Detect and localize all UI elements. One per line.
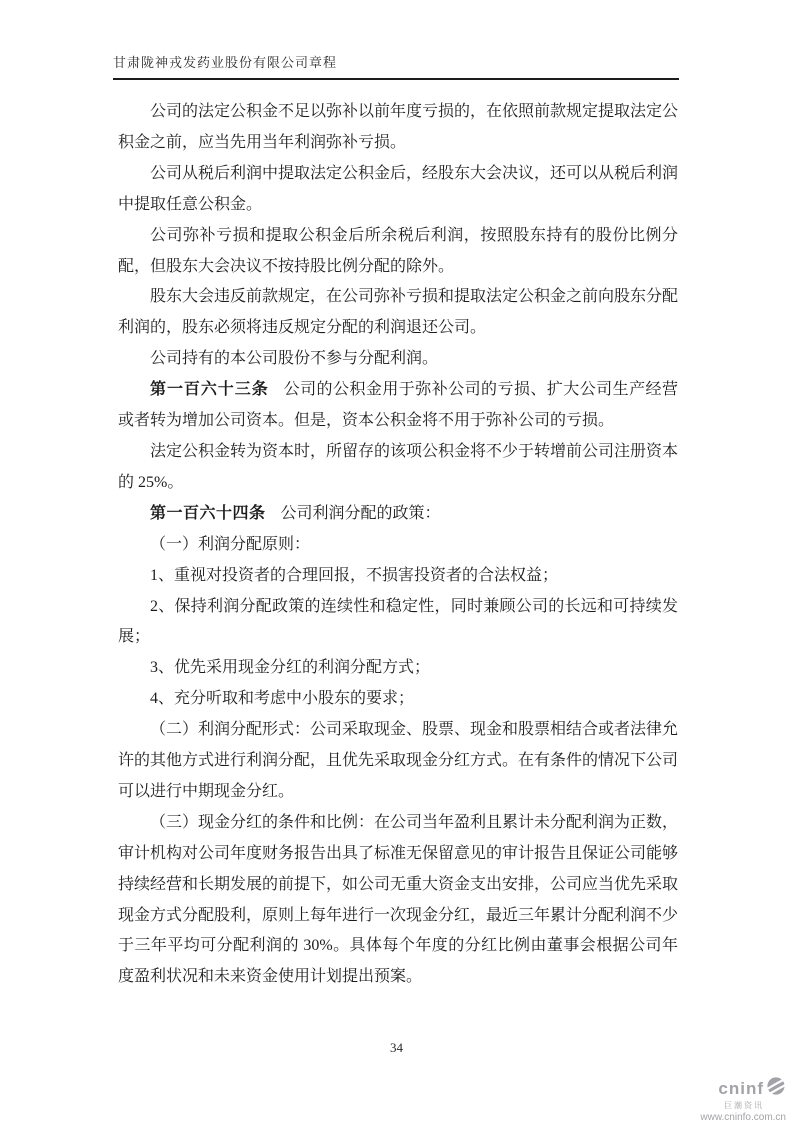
paragraph: 公司从税后利润中提取法定公积金后，经股东大会决议，还可以从税后利润中提取任意公积金。 [118,164,679,213]
paragraph: 公司的法定公积金不足以弥补以前年度亏损的，在依照前款规定提取法定公积金之前，应当先用当年利润弥补亏损。 [118,103,679,151]
document-title: 甘肃陇神戎发药业股份有限公司章程 [113,55,338,70]
paragraph: （三）现金分红的条件和比例：在公司当年盈利且累计未分配利润为正数，审计机构对公司年度财务报告出具了标准无保留意见的审计报告且保证公司能够持续经营和长期发展的前提下，如公司无重大资金支出安排，公司应当优先采取现金方式分配股利，原则上每年进行一次现金分红，最近三年累计分配利润不少于三年平均可分配利润的 30%。具体每个年度的分红比例由董事会根据公司年度盈利状况和未来资金使用计划提出预案。 [118,813,679,986]
paragraph: 3、优先采用现金分红的利润分配方式； [150,659,431,677]
paragraph: 4、充分听取和考虑中小股东的要求； [150,690,415,708]
paragraph-article-163 [118,375,678,437]
paragraph-article-164 [118,499,678,530]
paragraph: 法定公积金转为资本时，所留存的该项公积金将不少于转增前公司注册资本的 25%。 [118,442,679,491]
article-text: 公司的公积金用于弥补公司的亏损、扩大公司生产经营或者转为增加公司资本。但是，资本公积金将不用于弥补公司的亏损。 [118,381,678,430]
cninfo-subtitle: 巨潮资讯 [724,1101,764,1110]
article-number: 第一百六十三条 [150,381,269,399]
paragraph: 1、重视对投资者的合理回报，不损害投资者的合法权益； [150,566,559,584]
paragraph: （二）利润分配形式：公司采取现金、股票、现金和股票相结合或者法律允许的其他方式进行利润分配，且优先采取现金分红方式。在有条件的情况下公司可以进行中期现金分红。 [118,721,679,800]
article-text: 公司利润分配的政策： [280,504,441,522]
cninfo-logo [668,1076,788,1123]
paragraph: 公司弥补亏损和提取公积金后所余税后利润，按照股东持有的股份比例分配，但股东大会决议不按持股比例分配的除外。 [118,226,678,275]
cninfo-brand-text: cninf [718,1078,764,1098]
cninfo-brand-row [668,1076,788,1100]
cninfo-url: www.cninfo.com.cn [700,1112,786,1123]
paragraph: 2、保持利润分配政策的连续性和稳定性，同时兼顾公司的长远和可持续发展； [118,597,678,646]
page-number: 34 [390,1040,403,1055]
paragraph: （一）利润分配原则： [150,535,311,553]
paragraph: 股东大会违反前款规定，在公司弥补亏损和提取法定公积金之前向股东分配利润的，股东必须将违反规定分配的利润退还公司。 [118,288,679,337]
paragraph: 公司持有的本公司股份不参与分配利润。 [150,350,439,368]
document-body [118,97,678,993]
article-number: 第一百六十四条 [150,504,266,522]
cninfo-swirl-icon [766,1076,786,1100]
page-header [113,52,679,80]
